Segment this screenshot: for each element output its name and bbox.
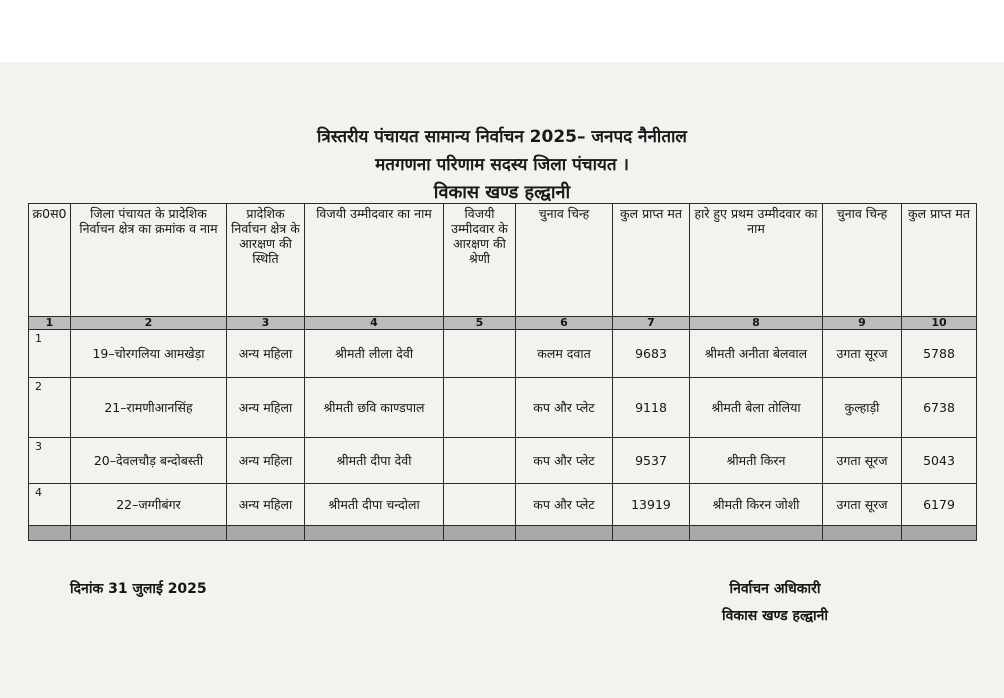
table-row [29,484,977,526]
table-footer-row [29,526,977,541]
cell-runnerup-symbol: उगता सूरज [823,438,902,484]
footer-cell [29,526,71,541]
col-header-constituency: जिला पंचायत के प्रादेशिक निर्वाचन क्षेत्र का क्रमांक व नाम [71,204,227,317]
footer-cell [690,526,823,541]
cell-winner-symbol: कप और प्लेट [516,378,613,438]
cell-winner-symbol: कप और प्लेट [516,438,613,484]
table-row [29,330,977,378]
cell-runnerup-votes: 6179 [902,484,977,526]
cell-constituency: 21–रामणीआनसिंह [71,378,227,438]
cell-winner-name: श्रीमती दीपा देवी [305,438,444,484]
col-header-reservation-status: प्रादेशिक निर्वाचन क्षेत्र के आरक्षण की स्थिति [227,204,305,317]
cell-runnerup-votes: 5788 [902,330,977,378]
col-header-runnerup-symbol: चुनाव चिन्ह [823,204,902,317]
cell-runnerup-symbol: कुल्हाड़ी [823,378,902,438]
cell-constituency: 20–देवलचौड़ बन्दोबस्ती [71,438,227,484]
header-row [29,204,977,317]
officer-office: विकास खण्ड हल्द्वानी [721,608,829,624]
col-header-winner-category: विजयी उम्मीदवार के आरक्षण की श्रेणी [444,204,516,317]
footer-cell [613,526,690,541]
cell-reservation-status: अन्य महिला [227,378,305,438]
cell-winner-symbol: कलम दवात [516,330,613,378]
table-row [29,438,977,484]
column-number-row [29,317,977,330]
column-number: 4 [305,317,444,330]
col-header-winner-votes: कुल प्राप्त मत [613,204,690,317]
col-header-sno: क्र0स0 [29,204,71,317]
col-header-winner-symbol: चुनाव चिन्ह [516,204,613,317]
col-header-winner-name: विजयी उम्मीदवार का नाम [305,204,444,317]
cell-runnerup-votes: 5043 [902,438,977,484]
column-number: 5 [444,317,516,330]
cell-runnerup-name: श्रीमती अनीता बेलवाल [690,330,823,378]
cell-sno: 3 [29,438,71,484]
cell-sno: 1 [29,330,71,378]
column-number: 3 [227,317,305,330]
cell-winner-category [444,484,516,526]
cell-sno: 4 [29,484,71,526]
footer-cell [71,526,227,541]
cell-winner-votes: 13919 [613,484,690,526]
cell-winner-symbol: कप और प्लेट [516,484,613,526]
cell-winner-category [444,330,516,378]
cell-winner-category [444,378,516,438]
cell-winner-category [444,438,516,484]
footer-cell [902,526,977,541]
results-table [28,203,977,541]
col-header-runnerup-name: हारे हुए प्रथम उम्मीदवार का नाम [690,204,823,317]
column-number: 2 [71,317,227,330]
footer-cell [444,526,516,541]
footer-cell [516,526,613,541]
cell-winner-name: श्रीमती दीपा चन्दोला [305,484,444,526]
document-date: दिनांक 31 जुलाई 2025 [70,581,207,597]
cell-winner-name: श्रीमती छवि काण्डपाल [305,378,444,438]
signature-block [700,576,850,630]
column-number: 9 [823,317,902,330]
cell-reservation-status: अन्य महिला [227,438,305,484]
col-header-runnerup-votes: कुल प्राप्त मत [902,204,977,317]
officer-title: निर्वाचन अधिकारी [729,581,821,597]
column-number: 10 [902,317,977,330]
column-number: 8 [690,317,823,330]
footer-cell [823,526,902,541]
cell-runnerup-symbol: उगता सूरज [823,330,902,378]
cell-constituency: 19–चोरगलिया आमखेड़ा [71,330,227,378]
document-subtitle: मतगणना परिणाम सदस्य जिला पंचायत । [375,155,629,175]
cell-constituency: 22–जग्गीबंगर [71,484,227,526]
cell-runnerup-symbol: उगता सूरज [823,484,902,526]
cell-runnerup-votes: 6738 [902,378,977,438]
footer-cell [305,526,444,541]
column-number: 7 [613,317,690,330]
cell-winner-name: श्रीमती लीला देवी [305,330,444,378]
footer-cell [227,526,305,541]
cell-winner-votes: 9118 [613,378,690,438]
cell-runnerup-name: श्रीमती बेला तोलिया [690,378,823,438]
column-number: 1 [29,317,71,330]
cell-reservation-status: अन्य महिला [227,484,305,526]
document-title: त्रिस्तरीय पंचायत सामान्य निर्वाचन 2025– जनपद नैनीताल [317,127,687,147]
cell-runnerup-name: श्रीमती किरन [690,438,823,484]
cell-runnerup-name: श्रीमती किरन जोशी [690,484,823,526]
block-name: विकास खण्ड हल्द्वानी [433,182,571,203]
cell-sno: 2 [29,378,71,438]
table-row [29,378,977,438]
cell-reservation-status: अन्य महिला [227,330,305,378]
column-number: 6 [516,317,613,330]
cell-winner-votes: 9537 [613,438,690,484]
cell-winner-votes: 9683 [613,330,690,378]
